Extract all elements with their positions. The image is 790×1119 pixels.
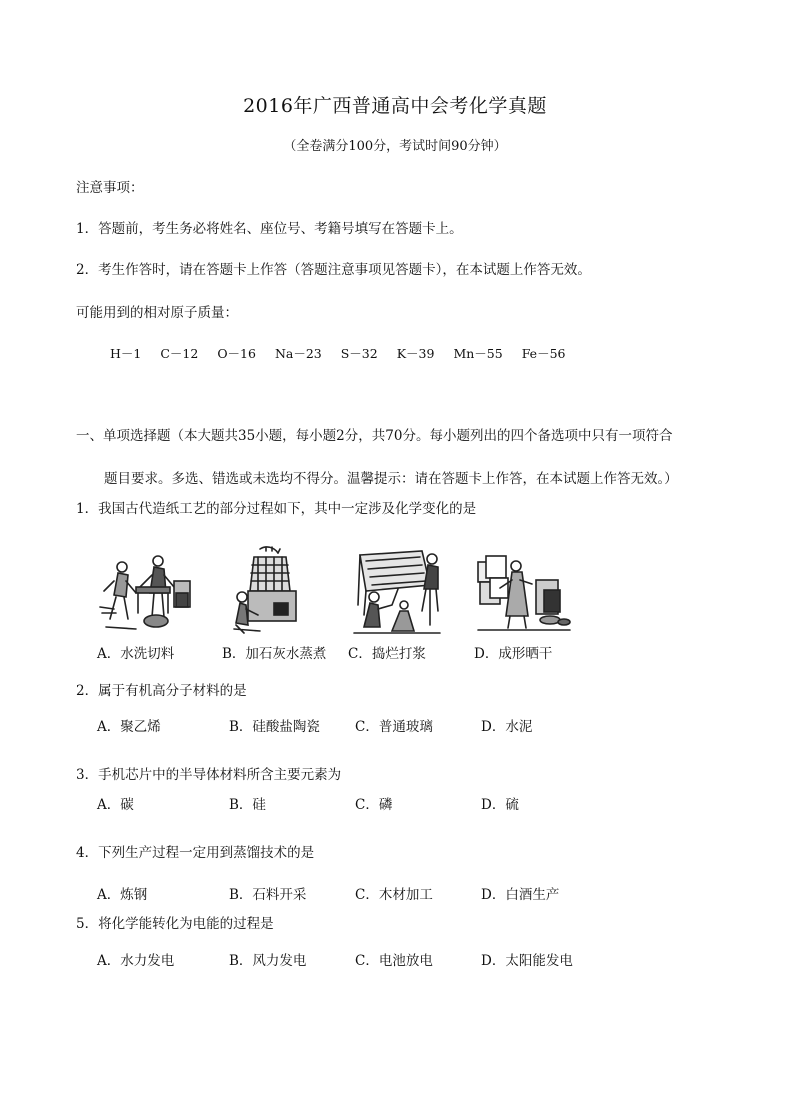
pounding-pulp-illustration xyxy=(352,545,444,637)
atomic-mass-fe: Fe－56 xyxy=(521,346,566,361)
page-title: 2016年广西普通高中会考化学真题 xyxy=(243,95,547,117)
question-3-stem: 3．手机芯片中的半导体材料所含主要元素为 xyxy=(76,767,342,783)
washing-cutting-illustration xyxy=(96,547,198,637)
question-1-stem: 1．我国古代造纸工艺的部分过程如下，其中一定涉及化学变化的是 xyxy=(76,501,477,517)
question-4-option-b[interactable]: B．石料开采 xyxy=(229,887,307,903)
question-4-option-c[interactable]: C．木材加工 xyxy=(355,887,433,903)
lime-steaming-illustration xyxy=(230,545,306,637)
atomic-mass-s: S－32 xyxy=(340,346,378,361)
section-1-instructions: 题目要求。多选、错选或未选均不得分。温馨提示：请在答题卡上作答，在本试题上作答无效。） xyxy=(104,471,678,487)
atomic-mass-na: Na－23 xyxy=(274,346,322,361)
question-3-option-d[interactable]: D．硫 xyxy=(481,797,519,813)
question-1-option-a[interactable]: A．水洗切料 xyxy=(97,646,175,662)
question-1-option-b[interactable]: B．加石灰水蒸煮 xyxy=(222,646,327,662)
question-3-option-c[interactable]: C．磷 xyxy=(355,797,393,813)
question-2-stem: 2．属于有机高分子材料的是 xyxy=(76,683,247,699)
section-1-heading: 一、单项选择题（本大题共35小题，每小题2分，共70分。每小题列出的四个备选项中只有一项符合 xyxy=(76,428,673,444)
question-4-option-d[interactable]: D．白酒生产 xyxy=(481,887,560,903)
notice-item-2: 2．考生作答时，请在答题卡上作答（答题注意事项见答题卡），在本试题上作答无效。 xyxy=(76,262,591,278)
question-3-option-b[interactable]: B．硅 xyxy=(229,797,266,813)
atomic-mass-label: 可能用到的相对原子质量： xyxy=(76,305,238,321)
atomic-mass-o: O－16 xyxy=(217,346,256,361)
question-1-option-d[interactable]: D．成形晒干 xyxy=(474,646,553,662)
atomic-mass-h: H－1 xyxy=(110,346,142,361)
question-3-option-a[interactable]: A．碳 xyxy=(97,797,134,813)
page-subtitle: （全卷满分100分，考试时间90分钟） xyxy=(283,139,507,154)
question-4-option-a[interactable]: A．炼钢 xyxy=(97,887,148,903)
atomic-mass-c: C－12 xyxy=(160,346,199,361)
question-5-stem: 5．将化学能转化为电能的过程是 xyxy=(76,916,274,932)
atomic-mass-list xyxy=(110,348,580,361)
question-5-option-b[interactable]: B．风力发电 xyxy=(229,953,307,969)
notice-item-1: 1．答题前，考生务必将姓名、座位号、考籍号填写在答题卡上。 xyxy=(76,221,463,237)
question-1-option-c[interactable]: C．捣烂打浆 xyxy=(348,646,426,662)
question-5-option-a[interactable]: A．水力发电 xyxy=(97,953,175,969)
question-5-option-d[interactable]: D．太阳能发电 xyxy=(481,953,573,969)
question-5-option-c[interactable]: C．电池放电 xyxy=(355,953,433,969)
question-4-stem: 4．下列生产过程一定用到蒸馏技术的是 xyxy=(76,845,315,861)
question-2-option-b[interactable]: B．硅酸盐陶瓷 xyxy=(229,719,320,735)
atomic-mass-mn: Mn－55 xyxy=(453,346,503,361)
atomic-mass-k: K－39 xyxy=(396,346,435,361)
question-2-option-c[interactable]: C．普通玻璃 xyxy=(355,719,433,735)
forming-drying-illustration xyxy=(474,554,572,634)
notice-heading: 注意事项： xyxy=(76,180,144,196)
question-2-option-a[interactable]: A．聚乙烯 xyxy=(97,719,161,735)
question-2-option-d[interactable]: D．水泥 xyxy=(481,719,533,735)
